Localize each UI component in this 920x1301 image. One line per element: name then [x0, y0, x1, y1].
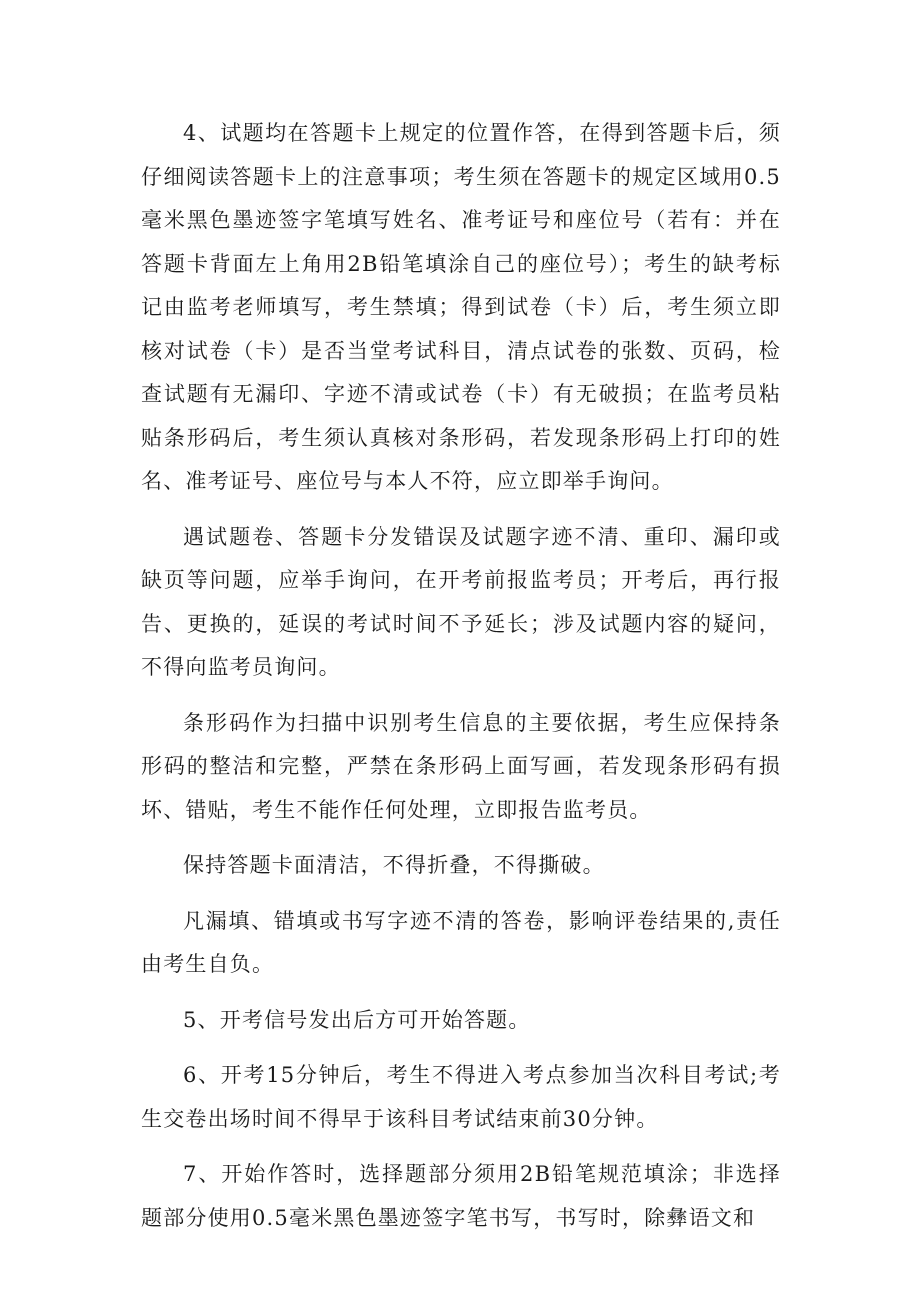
document-body [141, 112, 781, 1240]
paragraph-distribution-errors: 遇试题卷、答题卡分发错误及试题字迹不清、重印、漏印或缺页等问题，应举手询问，在开考前报监考员；开考后，再行报告、更换的，延误的考试时间不予延长；涉及试题内容的疑问，不得向监考员询问。 [141, 524, 781, 679]
paragraph-barcode: 条形码作为扫描中识别考生信息的主要依据，考生应保持条形码的整洁和完整，严禁在条形码上面写画，若发现条形码有损坏、错贴，考生不能作任何处理，立即报告监考员。 [141, 710, 781, 822]
paragraph-responsibility: 凡漏填、错填或书写字迹不清的答卷，影响评卷结果的,责任由考生自负。 [141, 908, 781, 976]
paragraph-rule-5: 5、开考信号发出后方可开始答题。 [183, 1007, 531, 1032]
paragraph-rule-4: 4、试题均在答题卡上规定的位置作答，在得到答题卡后，须仔细阅读答题卡上的注意事项；考生须在答题卡的规定区域用0.5毫米黑色墨迹签字笔填写姓名、准考证号和座位号（若有：并在答题卡背面左上角用2B铅笔填涂自己的座位号）；考生的缺考标记由监考老师填写，考生禁填；得到试卷（卡）后，考生须立即核对试卷（卡）是否当堂考试科目，清点试卷的张数、页码，检查试题有无漏印、字迹不清或试卷（卡）有无破损；在监考员粘贴条形码后，考生须认真核对条形码，若发现条形码上打印的姓名、准考证号、座位号与本人不符，应立即举手询问。 [141, 121, 781, 493]
paragraph-rule-7: 7、开始作答时，选择题部分须用2B铅笔规范填涂；非选择题部分使用0.5毫米黑色墨迹签字笔书写，书写时，除彝语文和 [141, 1162, 781, 1230]
paragraph-rule-6: 6、开考15分钟后，考生不得进入考点参加当次科目考试;考生交卷出场时间不得早于该科目考试结束前30分钟。 [141, 1063, 781, 1131]
paragraph-answer-card-clean: 保持答题卡面清洁，不得折叠，不得撕破。 [183, 853, 605, 877]
